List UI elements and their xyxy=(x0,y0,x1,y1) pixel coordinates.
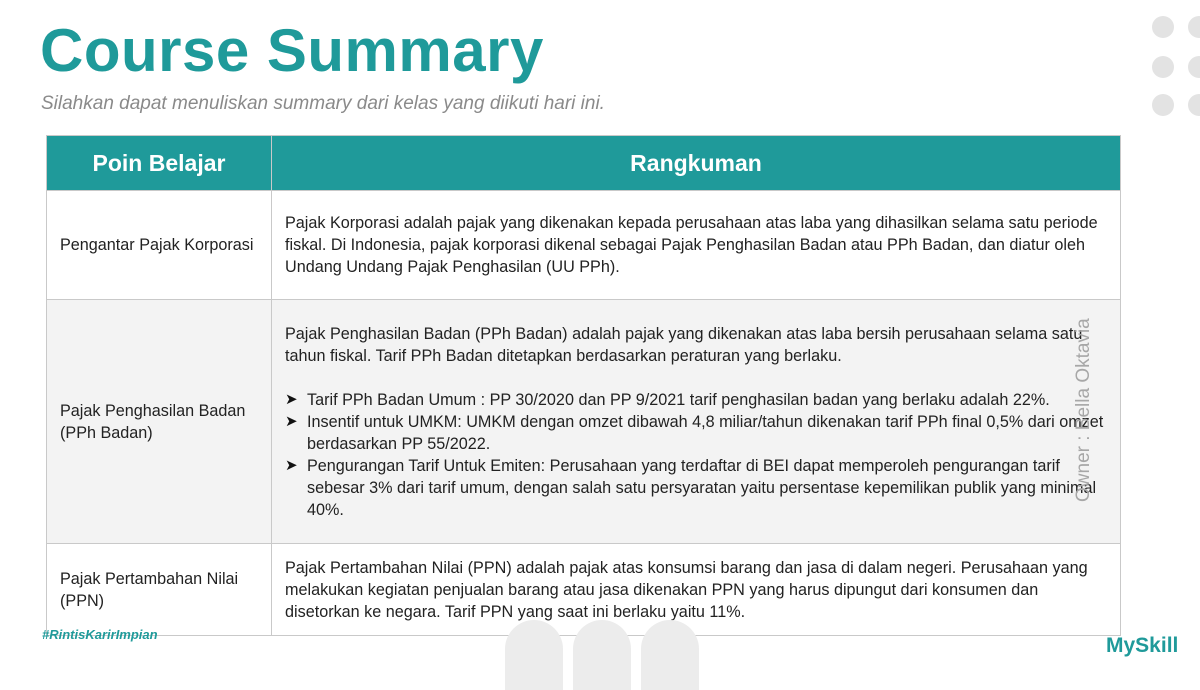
arrowhead-bullet-icon: ➤ xyxy=(285,456,298,474)
poin-cell: Pengantar Pajak Korporasi xyxy=(47,191,272,300)
decorative-arches xyxy=(505,620,700,675)
bullet-list xyxy=(285,389,1106,521)
arch-icon xyxy=(641,620,699,690)
bullet-text: Pengurangan Tarif Untuk Emiten: Perusahaan yang terdaftar di BEI dapat memperoleh pengurangan tarif sebesar 3% dari tarif umum, dengan salah satu persyaratan yaitu persentase kepemilikan publik yang minimal 40%. xyxy=(307,456,1097,519)
summary-table xyxy=(46,135,1121,636)
myskill-logo: MySkill xyxy=(1106,634,1179,657)
header-rangkuman: Rangkuman xyxy=(272,136,1121,191)
bullet-item xyxy=(285,389,1106,411)
dot-icon xyxy=(1152,16,1174,38)
decorative-dots xyxy=(1148,16,1200,126)
rangkuman-cell xyxy=(272,191,1121,300)
header-poin-belajar: Poin Belajar xyxy=(47,136,272,191)
poin-cell: Pajak Penghasilan Badan (PPh Badan) xyxy=(47,300,272,544)
rangkuman-cell xyxy=(272,300,1121,544)
arrowhead-bullet-icon: ➤ xyxy=(285,390,298,408)
dot-icon xyxy=(1188,16,1200,38)
dot-icon xyxy=(1188,94,1200,116)
hashtag-text: #RintisKarirImpian xyxy=(42,627,158,642)
bullet-item xyxy=(285,455,1106,521)
owner-label: Owner : Bella Oktavia xyxy=(1073,318,1095,502)
poin-cell: Pajak Pertambahan Nilai (PPN) xyxy=(47,544,272,636)
dot-icon xyxy=(1152,94,1174,116)
arch-icon xyxy=(573,620,631,690)
arch-icon xyxy=(505,620,563,690)
bullet-text: Tarif PPh Badan Umum : PP 30/2020 dan PP 9/2021 tarif penghasilan badan yang berlaku adalah 22%. xyxy=(307,390,1050,409)
rangkuman-text: Pajak Penghasilan Badan (PPh Badan) adalah pajak yang dikenakan atas laba bersih perusahaan selama satu tahun fiskal. Tarif PPh Badan ditetapkan berdasarkan peraturan yang berlaku. xyxy=(285,324,1083,365)
rangkuman-text: Pajak Pertambahan Nilai (PPN) adalah pajak atas konsumsi barang dan jasa di dalam negeri. Perusahaan yang melakukan kegiatan penjualan barang atau jasa dikenakan PPN yang harus dipungut dari konsumen dan disetorkan ke negara. Tarif PPN yang saat ini berlaku yaitu 11%. xyxy=(285,558,1088,621)
table-header-row xyxy=(47,136,1121,191)
table-row xyxy=(47,191,1121,300)
dot-icon xyxy=(1188,56,1200,78)
rangkuman-text: Pajak Korporasi adalah pajak yang dikenakan kepada perusahaan atas laba yang dihasilkan selama satu periode fiskal. Di Indonesia, pajak korporasi dikenal sebagai Pajak Penghasilan Badan atau PPh Badan, dan diatur oleh Undang Undang Pajak Penghasilan (UU PPh). xyxy=(285,214,1098,276)
table-row xyxy=(47,300,1121,544)
arrowhead-bullet-icon: ➤ xyxy=(285,412,298,430)
bullet-item xyxy=(285,411,1106,455)
dot-icon xyxy=(1152,56,1174,78)
bullet-text: Insentif untuk UMKM: UMKM dengan omzet dibawah 4,8 miliar/tahun dikenakan tarif PPh final 0,5% dari omzet berdasarkan PP 55/2022. xyxy=(307,412,1104,453)
page-subtitle: Silahkan dapat menuliskan summary dari kelas yang diikuti hari ini. xyxy=(41,93,605,114)
page-title: Course Summary xyxy=(40,17,544,84)
